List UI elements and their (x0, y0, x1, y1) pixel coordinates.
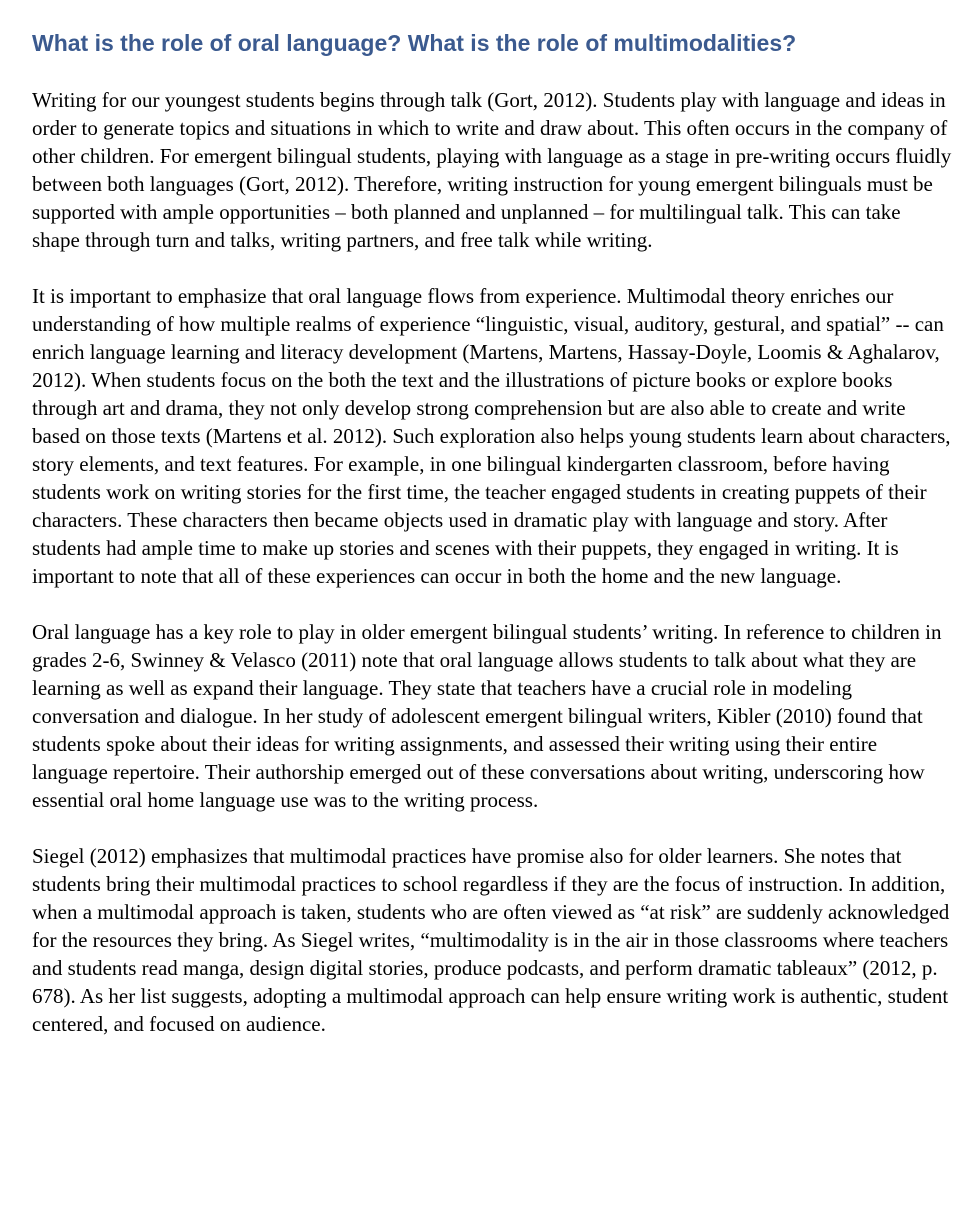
paragraph-oral-language-young: Writing for our youngest students begins through talk (Gort, 2012). Students play with language and ideas in order to generate topics and situations in which to write and draw about. This often occurs in the company of other children. For emergent bilingual students, playing with language as a stage in pre-writing occurs fluidly between both languages (Gort, 2012). Therefore, writing instruction for young emergent bilinguals must be supported with ample opportunities – both planned and unplanned – for multilingual talk. This can take shape through turn and talks, writing partners, and free talk while writing. (32, 88, 952, 252)
paragraph-siegel-multimodal: Siegel (2012) emphasizes that multimodal practices have promise also for older learners. She notes that students bring their multimodal practices to school regardless if they are the focus of instruction. In addition, when a multimodal approach is taken, students who are often viewed as “at risk” are suddenly acknowledged for the resources they bring. As Siegel writes, “multimodality is in the air in those classrooms where teachers and students read manga, design digital stories, produce podcasts, and perform dramatic tableaux” (2012, p. 678). As her list suggests, adopting a multimodal approach can help ensure writing work is authentic, student centered, and focused on audience. (32, 844, 950, 1036)
paragraph-multimodal-theory: It is important to emphasize that oral language flows from experience. Multimodal theory enriches our understanding of how multiple realms of experience “linguistic, visual, auditory, gestural, and spatial” -- can enrich language learning and literacy development (Martens, Martens, Hassay-Doyle, Loomis & Aghalarov, 2012). When students focus on the both the text and the illustrations of picture books or explore books through art and drama, they not only develop strong comprehension but are also able to create and write based on those texts (Martens et al. 2012). Such exploration also helps young students learn about characters, story elements, and text features. For example, in one bilingual kindergarten classroom, before having students work on writing stories for the first time, the teacher engaged students in creating puppets of their characters. These characters then became objects used in dramatic play with language and story. After students had ample time to make up stories and scenes with their puppets, they engaged in writing. It is important to note that all of these experiences can occur in both the home and the new language. (32, 284, 951, 588)
paragraph-older-bilinguals: Oral language has a key role to play in older emergent bilingual students’ writing. In reference to children in grades 2-6, Swinney & Velasco (2011) note that oral language allows students to talk about what they are learning as well as expand their language. They state that teachers have a crucial role in modeling conversation and dialogue. In her study of adolescent emergent bilingual writers, Kibler (2010) found that students spoke about their ideas for writing assignments, and assessed their writing using their entire language repertoire. Their authorship emerged out of these conversations about writing, underscoring how essential oral home language use was to the writing process. (32, 620, 942, 812)
section-heading: What is the role of oral language? What is the role of multimodalities? (32, 30, 797, 56)
document-page (32, 28, 952, 1038)
